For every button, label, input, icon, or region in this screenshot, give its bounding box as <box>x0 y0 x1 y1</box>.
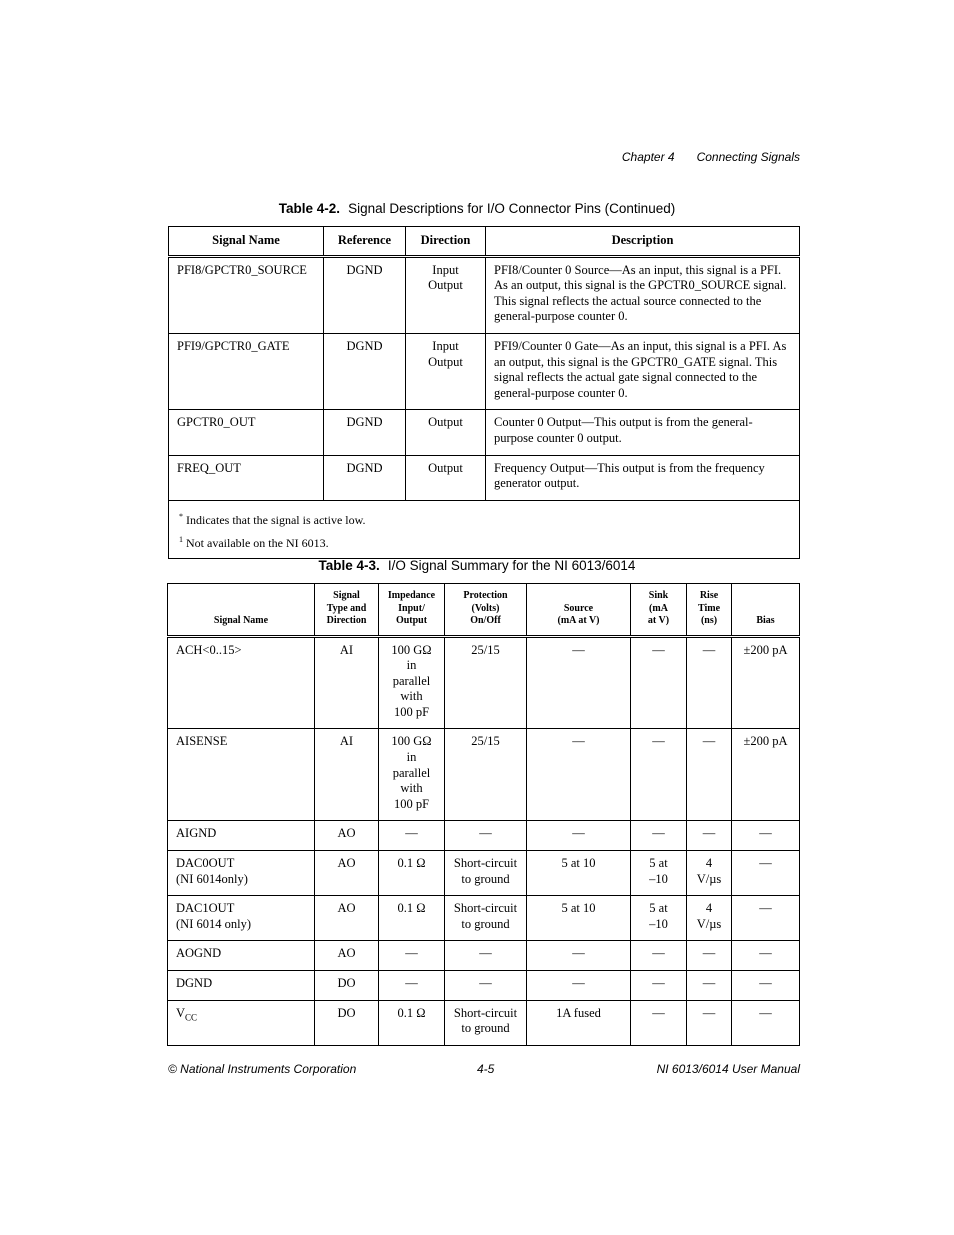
signal-name-subscript: CC <box>185 1012 198 1023</box>
impedance-line: 100 pF <box>393 704 430 719</box>
protection-line: to ground <box>461 916 510 931</box>
note-text: Not available on the NI 6013. <box>186 535 329 550</box>
column-header <box>168 584 315 637</box>
sink-line: 5 at <box>649 901 668 916</box>
rise-time-line: — <box>702 976 716 990</box>
bias-cell: ±200 pA <box>732 636 800 729</box>
table-note <box>179 507 789 530</box>
column-header: Reference <box>324 227 406 257</box>
impedance-line: 0.1 Ω <box>397 1005 426 1020</box>
protection-cell <box>445 971 527 1001</box>
table-row <box>168 941 800 971</box>
table-row <box>169 333 800 409</box>
column-header-line: (Volts) <box>471 602 500 614</box>
protection-cell <box>445 636 527 729</box>
reference-cell: DGND <box>324 455 406 500</box>
rise-time-cell <box>687 851 732 896</box>
signal-type-cell: DO <box>315 971 379 1001</box>
column-header <box>631 584 687 637</box>
protection-cell <box>445 1000 527 1045</box>
rise-time-line: 4 <box>705 901 713 916</box>
sink-line: — <box>652 826 665 841</box>
impedance-line: 100 GΩ <box>391 734 432 749</box>
signal-name-cell <box>168 821 315 851</box>
protection-line: — <box>479 976 492 990</box>
source-cell: 5 at 10 <box>527 851 631 896</box>
table-row <box>168 729 800 821</box>
column-header <box>687 584 732 637</box>
reference-cell: DGND <box>324 410 406 455</box>
direction-cell <box>406 455 486 500</box>
protection-line: 25/15 <box>471 734 500 749</box>
sink-line: — <box>652 734 665 749</box>
protection-line: — <box>479 826 492 841</box>
impedance-cell <box>379 971 445 1001</box>
protection-line: Short-circuit <box>453 901 518 916</box>
signal-type-cell: AO <box>315 851 379 896</box>
protection-line: to ground <box>461 871 510 886</box>
signal-name-line: DAC1OUT <box>176 901 235 916</box>
impedance-line: 0.1 Ω <box>397 901 426 916</box>
footer-manual-title: NI 6013/6014 User Manual <box>656 1062 800 1076</box>
protection-line: Short-circuit <box>453 856 518 871</box>
signal-name-cell <box>168 1000 315 1045</box>
column-header: Direction <box>406 227 486 257</box>
footer-page-number: 4-5 <box>477 1062 495 1076</box>
sink-cell <box>631 896 687 941</box>
bias-cell: ±200 pA <box>732 729 800 821</box>
table-row <box>168 636 800 729</box>
running-header <box>600 150 800 164</box>
description-cell: Counter 0 Output—This output is from the general-purpose counter 0 output. <box>486 410 800 455</box>
impedance-cell <box>379 821 445 851</box>
signal-name-line: ACH<0..15> <box>176 642 242 657</box>
section-label: Connecting Signals <box>696 150 800 164</box>
impedance-line: with <box>400 689 423 704</box>
column-header-line: Signal <box>333 590 360 601</box>
signal-name-cell: FREQ_OUT <box>169 455 324 500</box>
source-cell: 5 at 10 <box>527 896 631 941</box>
signal-name-line: AIGND <box>176 826 217 841</box>
sink-line: — <box>652 946 665 961</box>
rise-time-line: — <box>702 642 716 657</box>
signal-name-line: DGND <box>176 976 213 990</box>
description-cell: Frequency Output—This output is from the frequency generator output. <box>486 455 800 500</box>
column-header-line: Bias <box>756 615 775 626</box>
direction-line: Output <box>428 415 463 430</box>
column-header-line: Source <box>563 602 594 614</box>
impedance-line: 100 GΩ <box>391 642 432 657</box>
footer-copyright: © National Instruments Corporation <box>168 1062 357 1076</box>
table3-caption-text: I/O Signal Summary for the NI 6013/6014 <box>387 558 636 573</box>
reference-cell: DGND <box>324 256 406 333</box>
sink-line: — <box>652 1005 665 1020</box>
table-row <box>169 455 800 500</box>
table-row <box>169 256 800 333</box>
signal-type-cell: AI <box>315 729 379 821</box>
signal-name-cell <box>168 941 315 971</box>
table-row <box>168 1000 800 1045</box>
bias-cell: — <box>732 896 800 941</box>
impedance-line: — <box>405 946 418 961</box>
column-header-line: (mA <box>649 602 668 614</box>
signal-name-cell <box>168 851 315 896</box>
source-cell: — <box>527 636 631 729</box>
protection-line: to ground <box>461 1021 510 1036</box>
table-header-row <box>168 584 800 637</box>
protection-cell <box>445 941 527 971</box>
signal-name-cell: PFI8/GPCTR0_SOURCE <box>169 256 324 333</box>
signal-type-cell: AO <box>315 896 379 941</box>
source-cell: — <box>527 821 631 851</box>
signal-name-line: AISENSE <box>176 734 228 749</box>
rise-time-line: — <box>702 1005 716 1020</box>
impedance-line: in <box>406 658 417 673</box>
protection-cell <box>445 896 527 941</box>
direction-cell <box>406 256 486 333</box>
sink-cell <box>631 941 687 971</box>
signal-name-cell: PFI9/GPCTR0_GATE <box>169 333 324 409</box>
column-header-line: (ns) <box>700 615 718 626</box>
protection-line: — <box>479 946 492 961</box>
rise-time-line: 4 <box>705 856 713 871</box>
impedance-line: parallel <box>392 765 431 780</box>
source-cell: — <box>527 971 631 1001</box>
signal-descriptions-table <box>168 226 800 559</box>
column-header <box>527 584 631 637</box>
table-header-row <box>169 227 800 257</box>
column-header-line: Output <box>395 615 428 626</box>
impedance-line: — <box>405 976 418 990</box>
impedance-cell <box>379 729 445 821</box>
column-header-line: (mA at V) <box>557 615 600 626</box>
signal-type-cell: AO <box>315 821 379 851</box>
table-row <box>168 896 800 941</box>
table2-caption <box>0 201 954 216</box>
description-cell: PFI9/Counter 0 Gate—As an input, this signal is a PFI. As an output, this signal is the GPCTR0_GATE signal. This signal reflects the actual gate signal connected to the general-purpose counter 0. <box>486 333 800 409</box>
impedance-cell <box>379 896 445 941</box>
rise-time-line: — <box>702 734 716 749</box>
protection-cell <box>445 821 527 851</box>
column-header <box>732 584 800 637</box>
rise-time-cell <box>687 636 732 729</box>
protection-cell <box>445 851 527 896</box>
signal-name-line: AOGND <box>176 946 222 961</box>
impedance-line: with <box>400 781 423 796</box>
impedance-cell <box>379 1000 445 1045</box>
note-mark: 1 <box>179 534 183 544</box>
impedance-line: — <box>405 826 418 841</box>
direction-line: Output <box>428 278 463 293</box>
table-row <box>169 410 800 455</box>
impedance-line: parallel <box>392 673 431 688</box>
rise-time-line: — <box>702 826 716 841</box>
column-header-line: Protection <box>463 590 508 601</box>
note-text: Indicates that the signal is active low. <box>186 512 366 527</box>
signal-name-cell: GPCTR0_OUT <box>169 410 324 455</box>
bias-cell: — <box>732 971 800 1001</box>
reference-cell: DGND <box>324 333 406 409</box>
signal-type-cell: DO <box>315 1000 379 1045</box>
sink-line: –10 <box>649 916 668 931</box>
direction-line: Input <box>432 262 459 277</box>
column-header: Signal Name <box>169 227 324 257</box>
bias-cell: — <box>732 851 800 896</box>
io-signal-summary-table <box>167 583 800 1046</box>
protection-cell <box>445 729 527 821</box>
rise-time-cell <box>687 896 732 941</box>
signal-type-cell: AI <box>315 636 379 729</box>
description-cell: PFI8/Counter 0 Source—As an input, this signal is a PFI. As an output, this signal is the GPCTR0_SOURCE signal. This signal reflects the actual source connected to the general-purpose counter 0. <box>486 256 800 333</box>
signal-name-cell <box>168 729 315 821</box>
signal-name-line: V <box>176 1005 186 1020</box>
source-cell: — <box>527 941 631 971</box>
sink-line: — <box>652 976 665 990</box>
bias-cell: — <box>732 1000 800 1045</box>
column-header-line: Time <box>697 602 721 614</box>
column-header-line: Input/ <box>398 602 425 614</box>
column-header-line: Rise <box>699 590 719 601</box>
table3-caption <box>0 558 954 573</box>
column-header <box>315 584 379 637</box>
impedance-cell <box>379 851 445 896</box>
impedance-line: 0.1 Ω <box>397 856 426 871</box>
column-header-line: at V) <box>647 615 670 626</box>
rise-time-cell <box>687 941 732 971</box>
table2-caption-label: Table 4-2. <box>278 201 341 216</box>
direction-cell <box>406 333 486 409</box>
column-header: Description <box>486 227 800 257</box>
signal-name-cell <box>168 971 315 1001</box>
sink-cell <box>631 851 687 896</box>
column-header-line: Type and <box>326 602 367 614</box>
column-header <box>445 584 527 637</box>
sink-cell <box>631 971 687 1001</box>
rise-time-cell <box>687 821 732 851</box>
sink-cell <box>631 729 687 821</box>
bias-cell: — <box>732 821 800 851</box>
impedance-cell <box>379 941 445 971</box>
impedance-line: in <box>406 750 417 765</box>
column-header-line: On/Off <box>470 615 501 626</box>
sink-line: –10 <box>649 871 668 886</box>
signal-name-cell <box>168 896 315 941</box>
signal-name-line: (NI 6014only) <box>176 871 248 886</box>
rise-time-cell <box>687 729 732 821</box>
direction-line: Output <box>428 354 463 369</box>
table2-caption-text: Signal Descriptions for I/O Connector Pins (Continued) <box>348 201 676 216</box>
column-header <box>379 584 445 637</box>
direction-line: Output <box>428 460 463 475</box>
column-header-line: Sink <box>648 590 669 601</box>
column-header-line: Direction <box>326 615 367 626</box>
column-header-line: Impedance <box>387 590 436 601</box>
sink-cell <box>631 821 687 851</box>
signal-name-cell <box>168 636 315 729</box>
protection-line: 25/15 <box>471 642 500 657</box>
table-row <box>168 821 800 851</box>
table-note <box>179 530 789 553</box>
source-cell: 1A fused <box>527 1000 631 1045</box>
signal-name-line: DAC0OUT <box>176 856 235 871</box>
source-cell: — <box>527 729 631 821</box>
table3-caption-label: Table 4-3. <box>318 558 380 573</box>
rise-time-line: V/µs <box>696 916 722 931</box>
impedance-cell <box>379 636 445 729</box>
protection-line: Short-circuit <box>453 1005 518 1020</box>
sink-cell <box>631 1000 687 1045</box>
rise-time-cell <box>687 971 732 1001</box>
rise-time-cell <box>687 1000 732 1045</box>
signal-name-line: (NI 6014 only) <box>176 916 251 931</box>
rise-time-line: — <box>702 946 716 961</box>
direction-line: Input <box>432 338 459 353</box>
sink-line: 5 at <box>649 856 668 871</box>
signal-type-cell: AO <box>315 941 379 971</box>
table-row <box>168 971 800 1001</box>
bias-cell: — <box>732 941 800 971</box>
chapter-label: Chapter 4 <box>621 150 675 164</box>
table-row <box>168 851 800 896</box>
column-header-line: Signal Name <box>213 615 269 626</box>
sink-cell <box>631 636 687 729</box>
rise-time-line: V/µs <box>696 871 722 886</box>
table-notes-row <box>169 500 800 558</box>
table-notes-cell <box>169 500 800 558</box>
sink-line: — <box>652 642 665 657</box>
note-mark: * <box>179 511 183 521</box>
direction-cell <box>406 410 486 455</box>
impedance-line: 100 pF <box>393 796 430 811</box>
